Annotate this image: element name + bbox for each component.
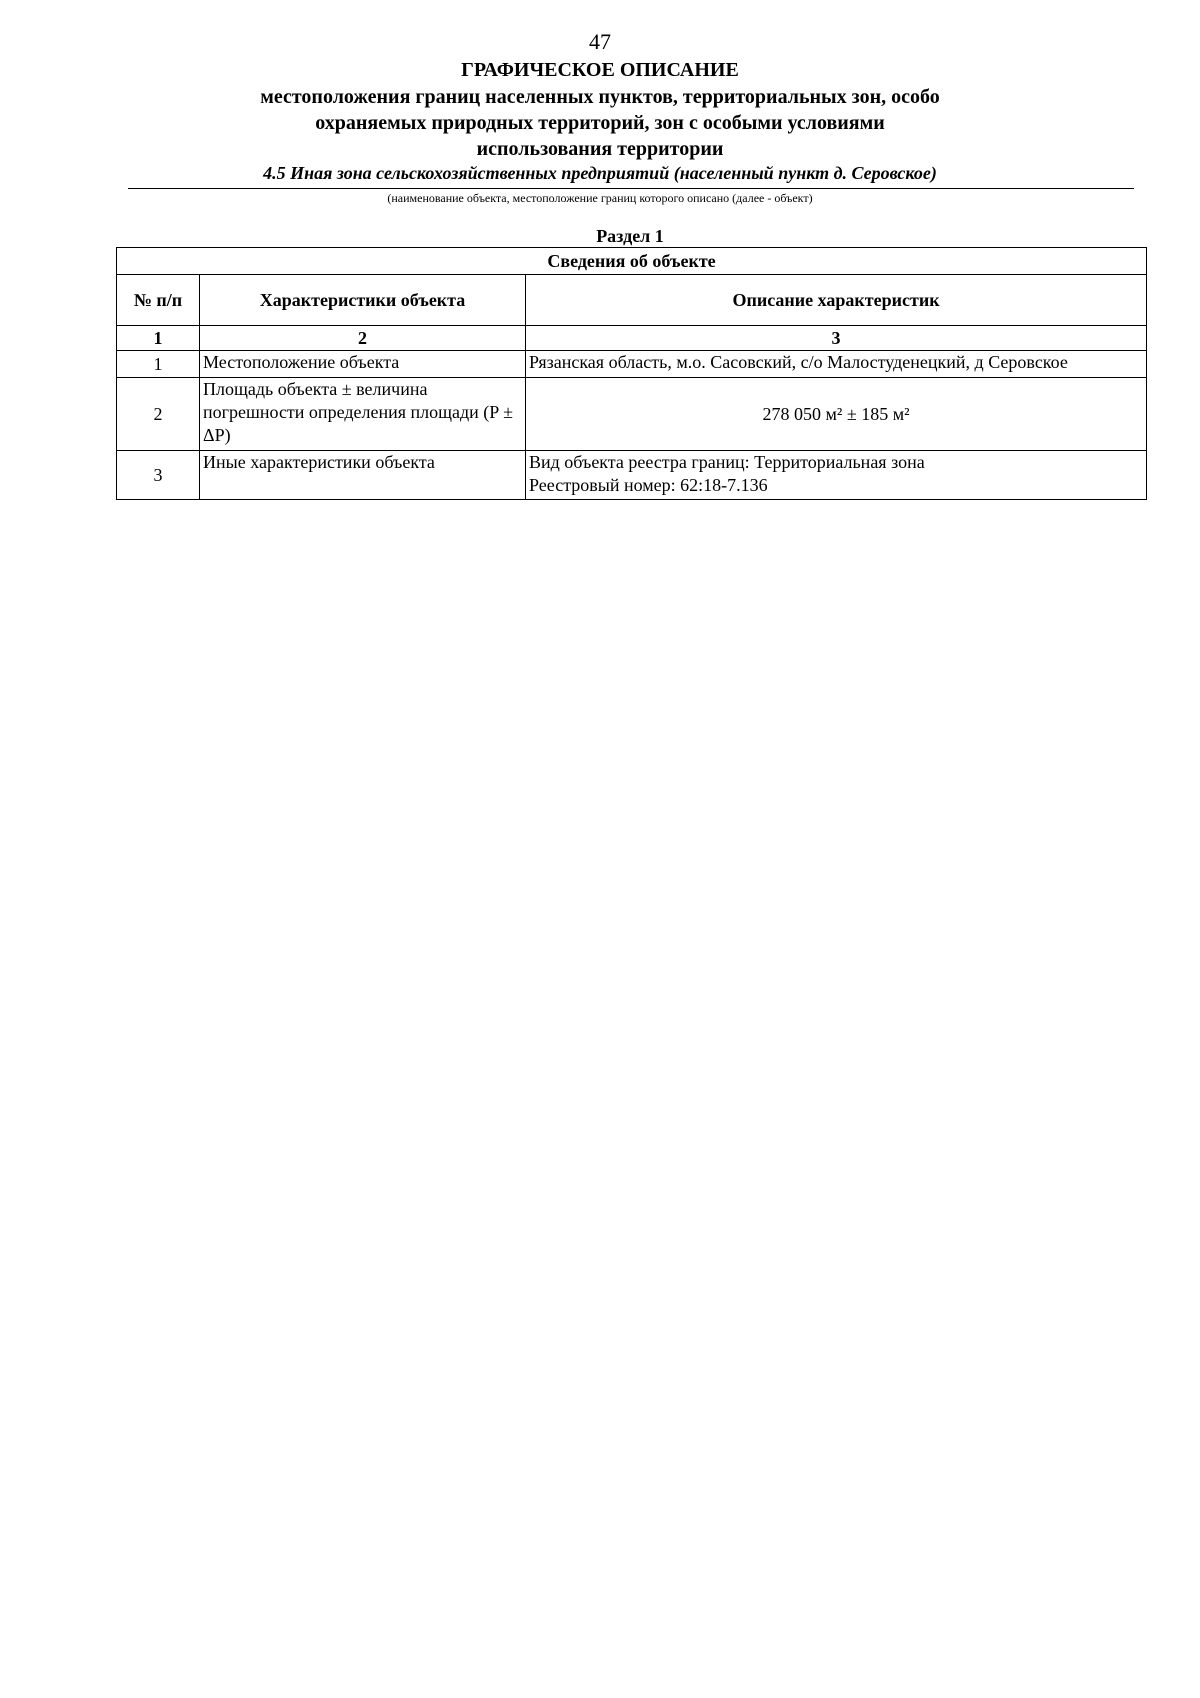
header-num: № п/п bbox=[117, 275, 200, 326]
table-caption: Сведения об объекте bbox=[117, 248, 1147, 275]
row-description-line: Рязанская область, м.о. Сасовский, с/о Малостуденецкий, д Серовское bbox=[529, 352, 1068, 372]
object-name: 4.5 Иная зона сельскохозяйственных предприятий (населенный пункт д. Серовское) bbox=[263, 163, 937, 183]
row-number: 2 bbox=[117, 378, 200, 451]
column-number-1: 1 bbox=[117, 326, 200, 351]
row-description bbox=[526, 351, 1147, 378]
row-characteristic: Местоположение объекта bbox=[200, 351, 526, 378]
row-description-line: Реестровый номер: 62:18-7.136 bbox=[529, 475, 768, 495]
table-row bbox=[117, 451, 1147, 500]
column-number-3: 3 bbox=[526, 326, 1147, 351]
row-description-line: Вид объекта реестра границ: Территориальная зона bbox=[529, 452, 925, 472]
section-title: Раздел 1 bbox=[596, 226, 664, 246]
header-characteristic: Характеристики объекта bbox=[200, 275, 526, 326]
row-description-line: 278 050 м² ± 185 м² bbox=[762, 403, 910, 424]
table-caption-row bbox=[117, 248, 1147, 275]
page-number: 47 bbox=[589, 29, 611, 54]
object-name-underline bbox=[128, 188, 1134, 189]
row-description bbox=[526, 451, 1147, 500]
row-number: 3 bbox=[117, 451, 200, 500]
document-title: ГРАФИЧЕСКОЕ ОПИСАНИЕ bbox=[461, 59, 739, 81]
table-row bbox=[117, 351, 1147, 378]
table-row bbox=[117, 378, 1147, 451]
object-info-table bbox=[116, 247, 1147, 500]
table-header-row bbox=[117, 275, 1147, 326]
document-subtitle: местоположения границ населенных пунктов, территориальных зон, особо охраняемых природных территорий, зон с особыми условиями использования территории bbox=[260, 86, 940, 160]
row-characteristic: Иные характеристики объекта bbox=[200, 451, 526, 500]
row-characteristic: Площадь объекта ± величина погрешности определения площади (P ± ΔP) bbox=[200, 378, 526, 451]
object-name-note: (наименование объекта, местоположение границ которого описано (далее - объект) bbox=[387, 191, 813, 205]
column-number-row bbox=[117, 326, 1147, 351]
row-number: 1 bbox=[117, 351, 200, 378]
header-description: Описание характеристик bbox=[526, 275, 1147, 326]
column-number-2: 2 bbox=[200, 326, 526, 351]
row-description bbox=[526, 378, 1147, 451]
